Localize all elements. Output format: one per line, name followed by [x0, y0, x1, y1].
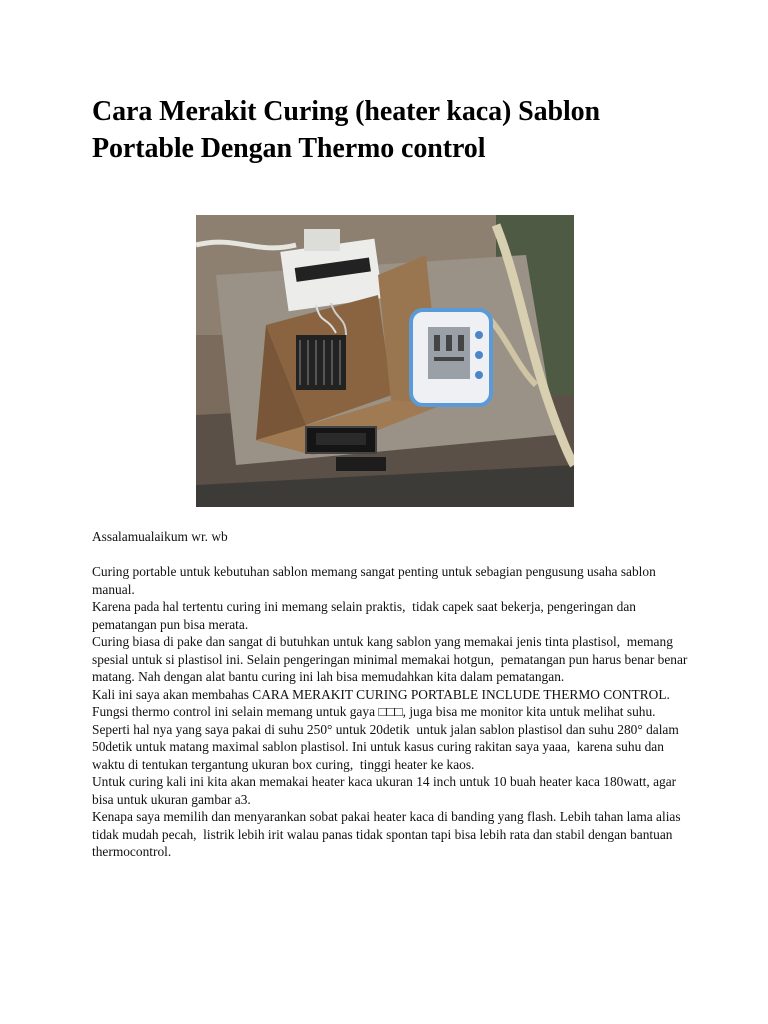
- paragraph: Fungsi thermo control ini selain memang untuk gaya □□□, juga bisa me monitor kita untuk melihat suhu.: [92, 704, 656, 719]
- curing-device-photo: [196, 215, 574, 507]
- paragraph: Seperti hal nya yang saya pakai di suhu 250° untuk 20detik untuk jalan sablon plastisol dan suhu 280° dalam 50detik untuk matang maximal sablon plastisol. Ini untuk kasus curing rakitan saya yaaa, karena suhu dan waktu di tentukan tergantung ukuran box curing, tinggi heater ke kaos.: [92, 721, 683, 772]
- curing-device-illustration: [196, 215, 574, 507]
- paragraph: Karena pada hal tertentu curing ini memang selain praktis, tidak capek saat bekerja, pengeringan dan pematangan pun bisa merata.: [92, 599, 640, 632]
- article-title: Cara Merakit Curing (heater kaca) Sablon Portable Dengan Thermo control: [92, 96, 600, 164]
- greeting-paragraph: Assalamualaikum wr. wb: [92, 529, 228, 544]
- paragraph: Kenapa saya memilih dan menyarankan sobat pakai heater kaca di banding yang flash. Lebih tahan lama alias tidak mudah pecah, listrik lebih irit walau panas tidak spontan tapi bisa lebih rata dan stabil dengan bantuan thermocontrol.: [92, 809, 684, 859]
- article-body: [92, 528, 692, 861]
- paragraph: Curing portable untuk kebutuhan sablon memang sangat penting untuk sebagian pengusung usaha sablon manual.: [92, 564, 660, 597]
- paragraph: Kali ini saya akan membahas CARA MERAKIT CURING PORTABLE INCLUDE THERMO CONTROL.: [92, 686, 670, 702]
- paragraph: Curing biasa di pake dan sangat di butuhkan untuk kang sablon yang memakai jenis tinta plastisol, memang spesial untuk si plastisol ini. Selain pengeringan minimal memakai hotgun, pematangan pun harus benar benar matang. Nah dengan alat bantu curing ini lah bisa memudahkan kita dalam pematangan.: [92, 634, 691, 684]
- paragraph: Untuk curing kali ini kita akan memakai heater kaca ukuran 14 inch untuk 10 buah heater kaca 180watt, agar bisa untuk ukuran gambar a3.: [92, 774, 680, 807]
